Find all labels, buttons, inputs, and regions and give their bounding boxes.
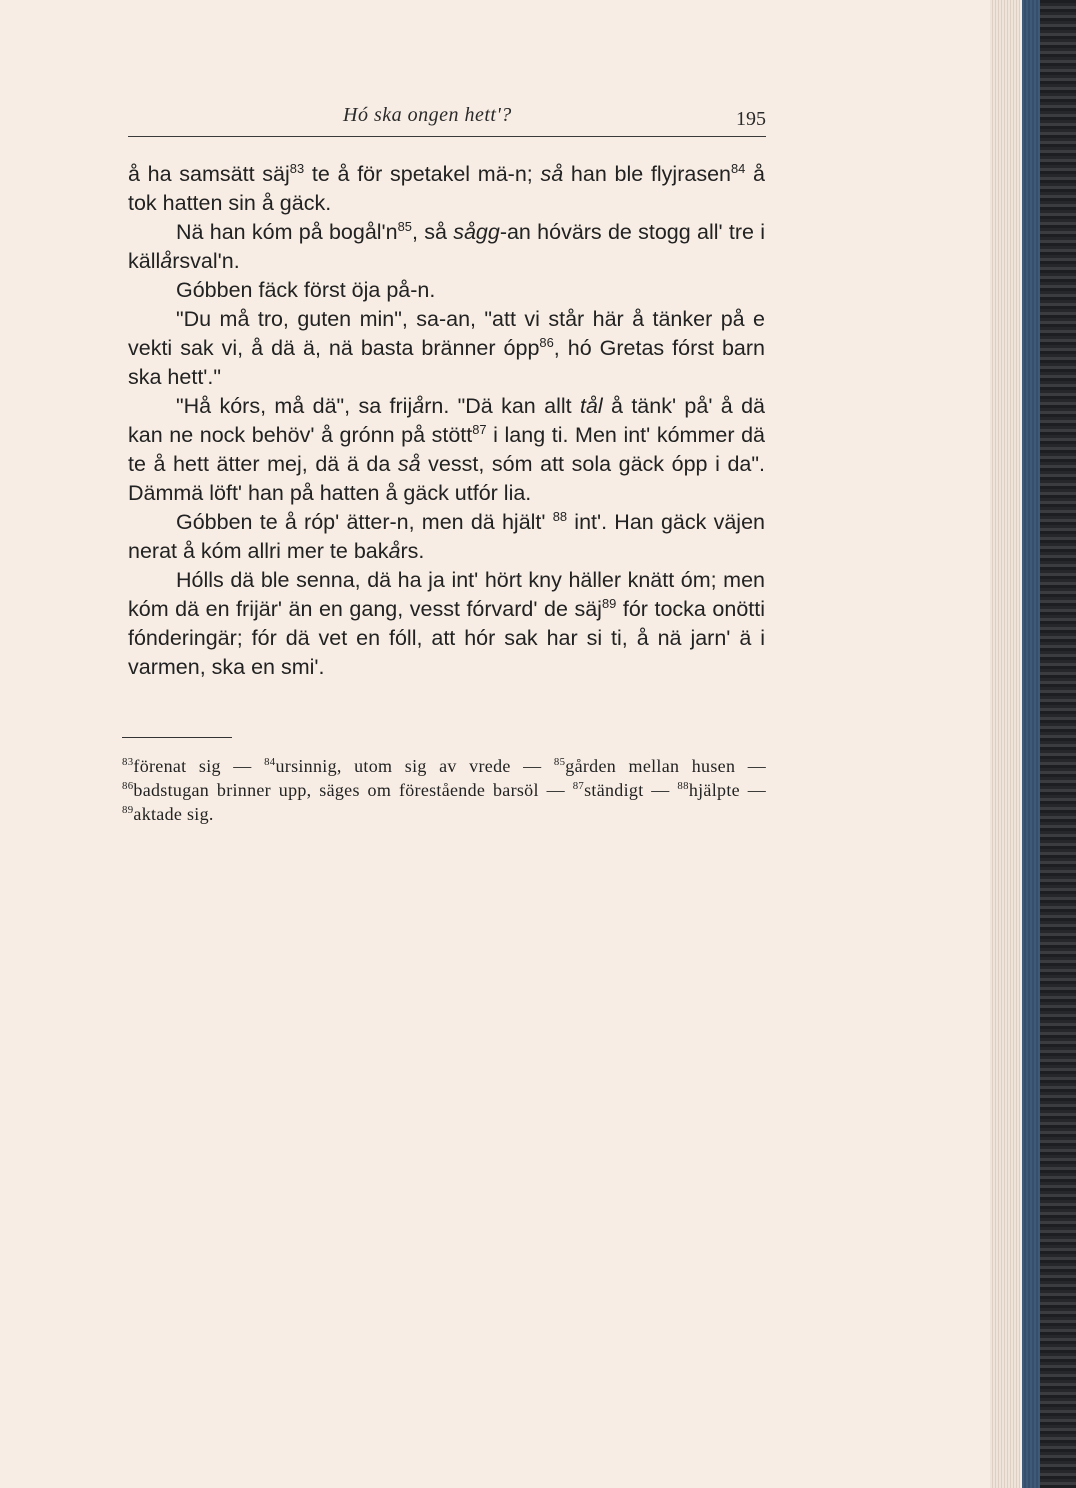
footnote-number: 83 (122, 756, 134, 768)
footnote (554, 756, 766, 776)
text-run: -an hóvärs de stogg all' tre i käll (128, 220, 765, 273)
text-run: å tänk' på' å dä kan ne nock behöv' å grónn på stött (128, 394, 765, 447)
footnote-marker: 86 (539, 334, 554, 350)
footnote (264, 756, 541, 776)
footnote-text: hjälpte — (688, 780, 767, 800)
italic-text: tål (579, 394, 603, 418)
footnote (122, 756, 252, 776)
running-title: Hó ska ongen hett'? (343, 104, 512, 126)
text-run: vesst, sóm att sola gäck ópp i da". Dämmä löft' han på hatten å gäck utfór lia. (128, 452, 765, 505)
text-run: han ble flyjrasen (563, 162, 731, 186)
text-run: "Hå kórs, må dä", sa frij (176, 394, 413, 418)
footnote-number: 84 (264, 756, 276, 768)
footnote-number: 88 (677, 780, 689, 792)
text-run: å tok hatten sin å gäck. (128, 162, 766, 215)
text-run: rn. "Dä kan allt (424, 394, 580, 418)
footnote-marker: 87 (472, 421, 487, 437)
text-run: "Du må tro, guten min", sa-an, "att vi står här å tänker på e vekti sak vi, å dä ä, nä basta bränner ópp (128, 307, 765, 360)
paragraph (128, 305, 765, 392)
footnote-text: ständigt — (584, 780, 670, 800)
book-cover-edge (1040, 0, 1076, 1488)
footnote (122, 780, 565, 800)
italic-text: så (397, 452, 421, 476)
footnote-marker: 85 (397, 218, 412, 234)
text-run: i lang ti. Men int' kómmer dä te å hett ätter mej, dä ä da (128, 423, 765, 476)
text-run: , hó Gretas fórst barn ska hett'." (128, 336, 765, 389)
body-text (128, 160, 765, 682)
paragraph (128, 508, 765, 566)
footnote-number: 89 (122, 804, 134, 816)
footnote-text: aktade sig. (133, 804, 214, 824)
footnote (573, 780, 670, 800)
footnote-rule (122, 737, 232, 738)
paragraph (128, 218, 765, 276)
italic-text: å (160, 249, 173, 273)
footnote-text: förenat sig — (133, 756, 252, 776)
italic-text: sågg (453, 220, 500, 244)
text-run: , så (411, 220, 454, 244)
footnote-text: gården mellan husen — (565, 756, 767, 776)
italic-text: å (412, 394, 425, 418)
text-run: Góbben fäck först öja på-n. (176, 278, 436, 302)
page-number: 195 (736, 108, 766, 130)
footnote-number: 86 (122, 780, 134, 792)
running-header (128, 104, 766, 137)
paragraph (128, 392, 765, 508)
text-run: rsval'n. (172, 249, 240, 273)
footnote-marker: 89 (601, 595, 617, 611)
footnote-text: badstugan brinner upp, säges om förestående barsöl — (133, 780, 565, 800)
footnote-number: 87 (572, 780, 585, 792)
italic-text: så (540, 162, 564, 186)
footnotes (122, 754, 766, 826)
footnote-marker: 88 (552, 508, 568, 524)
text-run: Góbben te å róp' ätter-n, men dä hjält' (176, 510, 553, 534)
footnote-marker: 83 (289, 160, 305, 176)
paragraph (128, 276, 765, 305)
text-run: Hólls dä ble senna, dä ha ja int' hört kny häller knätt óm; men kóm dä en frijär' än en gang, vesst fórvard' de säj (128, 568, 765, 621)
paragraph (128, 160, 765, 218)
text-run: te å för spetakel mä-n; (304, 162, 541, 186)
footnote-number: 85 (553, 756, 566, 768)
text-run: int'. Han gäck väjen nerat å kóm allri mer te bak (128, 510, 765, 563)
text-run: fór tocka onötti fónderingär; fór dä vet en fóll, att hór sak har si ti, å nä jarn' ä i varmen, ska en smi'. (128, 597, 765, 679)
footnote (677, 780, 766, 800)
text-run: rs. (400, 539, 425, 563)
page-fore-edge (990, 0, 1020, 1488)
text-run: å ha samsätt säj (128, 162, 290, 186)
footnote-text: ursinnig, utom sig av vrede — (275, 756, 542, 776)
paragraph (128, 566, 765, 682)
italic-text: å (388, 539, 401, 563)
footnote (122, 804, 214, 824)
text-run: Nä han kóm på bogål'n (176, 220, 398, 244)
footnote-marker: 84 (730, 160, 746, 176)
